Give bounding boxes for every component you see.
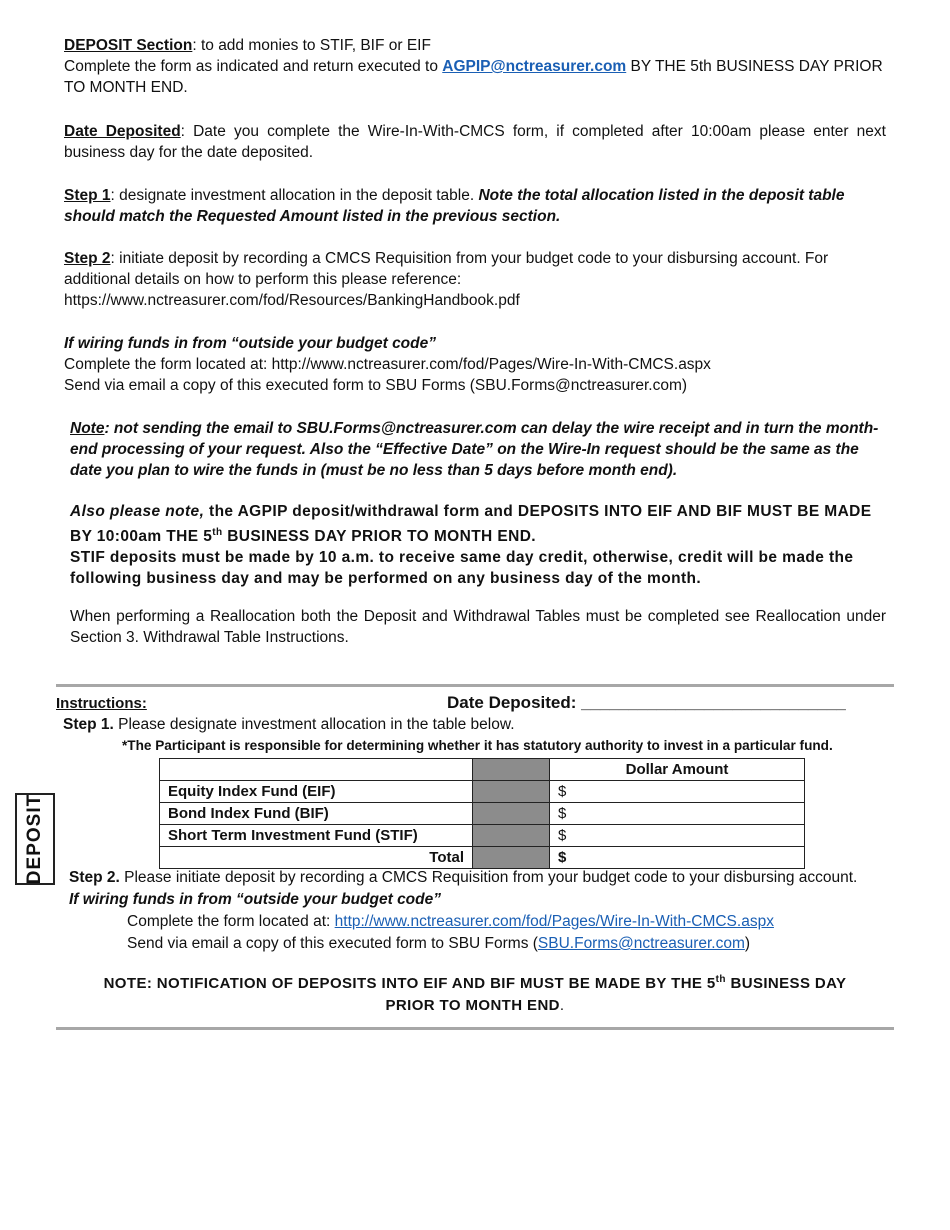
- reallocation-text: When performing a Reallocation both the Deposit and Withdrawal Tables must be completed see Reallocation under Section 3. Withdrawal Table Instructions.: [70, 608, 886, 646]
- email-line-prefix: Send via email a copy of this executed form to SBU Forms (: [127, 935, 538, 952]
- shaded-cell: [473, 847, 550, 869]
- form-outside-heading: If wiring funds in from “outside your budget code”: [69, 891, 441, 908]
- step2-text: : initiate deposit by recording a CMCS Requisition from your budget code to your disbursing account. For additional details on how to perform this please reference:: [64, 250, 829, 288]
- fund-name-eif: Equity Index Fund (EIF): [160, 781, 473, 803]
- note-paragraph: [70, 418, 886, 481]
- step1-text: : designate investment allocation in the deposit table.: [110, 187, 479, 204]
- deposit-side-tab-label: DEPOSIT: [24, 793, 45, 885]
- form-step1-text: Please designate investment allocation in the table below.: [113, 716, 515, 733]
- step1-label: Step 1: [64, 187, 111, 204]
- table-total-row: [160, 847, 805, 869]
- outside-form-line: Complete the form located at: http://www.nctreasurer.com/fod/Pages/Wire-In-With-CMCS.aspx: [64, 356, 711, 373]
- intro-block: [64, 35, 886, 98]
- amount-input-bif[interactable]: $: [550, 803, 805, 825]
- form-step1-label: Step 1.: [63, 716, 114, 733]
- also-note-lead: Also please note,: [70, 503, 205, 520]
- wire-in-form-link[interactable]: http://www.nctreasurer.com/fod/Pages/Wire-In-With-CMCS.aspx: [334, 913, 774, 930]
- step2-paragraph: [64, 248, 886, 311]
- table-row: [160, 781, 805, 803]
- return-instructions: [64, 56, 886, 98]
- participant-note: *The Participant is responsible for determining whether it has statutory authority to invest in a particular fund.: [122, 738, 833, 753]
- deposit-section-line: [64, 35, 886, 56]
- return-text-2: BY THE 5th BUSINESS DAY PRIOR TO MONTH END.: [64, 58, 883, 96]
- step2-label: Step 2: [64, 250, 111, 267]
- table-row: [160, 825, 805, 847]
- shaded-cell: [473, 781, 550, 803]
- also-note-text-2: BUSINESS DAY PRIOR TO MONTH END.: [222, 528, 536, 546]
- email-line-suffix: ): [744, 935, 751, 952]
- deposit-notice-sup: th: [715, 974, 726, 985]
- deposit-notice: [90, 969, 860, 1017]
- amount-input-stif[interactable]: $: [550, 825, 805, 847]
- step1-note: Note the total allocation listed in the deposit table should match the Requested Amount listed in the previous section.: [64, 187, 845, 225]
- stif-deposit-note: STIF deposits must be made by 10 a.m. to receive same day credit, otherwise, credit will be made the following business day and may be performed on any business day of the month.: [70, 549, 854, 588]
- instructions-label: Instructions:: [56, 695, 147, 712]
- sbu-forms-email-link[interactable]: SBU.Forms@nctreasurer.com: [537, 935, 745, 952]
- banking-handbook-url: https://www.nctreasurer.com/fod/Resources/BankingHandbook.pdf: [64, 292, 520, 309]
- deposit-notice-text-1: NOTE: NOTIFICATION OF DEPOSITS INTO EIF AND BIF MUST BE MADE BY THE 5: [103, 975, 716, 992]
- deposit-notice-period: .: [559, 997, 565, 1014]
- total-label: Total: [160, 847, 473, 869]
- date-deposited-paragraph: [64, 121, 886, 163]
- step1-paragraph: [64, 185, 886, 227]
- deposit-notice-text-2: BUSINESS DAY PRIOR TO MONTH END: [385, 975, 847, 1014]
- deposit-section-text: : to add monies to STIF, BIF or EIF: [192, 37, 431, 54]
- form-email-line: [127, 935, 750, 953]
- shaded-cell: [473, 825, 550, 847]
- header-shaded-cell: [473, 759, 550, 781]
- deposit-allocation-table: [159, 758, 805, 869]
- date-deposited-field[interactable]: Date Deposited: ____________________________: [447, 693, 846, 712]
- form-line-prefix: Complete the form located at:: [127, 913, 335, 930]
- also-note-text-1: the AGPIP deposit/withdrawal form and DEPOSITS INTO EIF AND BIF MUST BE MADE BY 10:00am THE 5: [70, 503, 872, 546]
- form-top-rule: [56, 684, 894, 687]
- table-row: [160, 803, 805, 825]
- total-amount-input[interactable]: $: [550, 847, 805, 869]
- also-note-paragraph: [70, 501, 886, 589]
- header-fund-cell: [160, 759, 473, 781]
- amount-input-eif[interactable]: $: [550, 781, 805, 803]
- outside-budget-heading: If wiring funds in from “outside your budget code”: [64, 335, 436, 352]
- form-wire-link-line: [127, 913, 774, 931]
- also-note-sup: th: [212, 527, 223, 538]
- date-deposited-text: : Date you complete the Wire-In-With-CMCS form, if completed after 10:00am please enter next business day for the date deposited.: [64, 123, 886, 161]
- form-step2-label: Step 2.: [69, 869, 120, 886]
- form-bottom-rule: [56, 1027, 894, 1030]
- return-text-1: Complete the form as indicated and return executed to: [64, 58, 443, 75]
- outside-budget-paragraph: [64, 333, 886, 396]
- note-text: : not sending the email to SBU.Forms@nctreasurer.com can delay the wire receipt and in turn the month-end processing of your request. Also the “Effective Date” on the Wire-In request should be the same as the date you plan to wire the funds in (must be no less than 5 days before month end).: [70, 420, 879, 479]
- deposit-section-label: DEPOSIT Section: [64, 37, 193, 54]
- date-deposited-label: Date Deposited: [64, 123, 181, 140]
- agpip-email-link[interactable]: AGPIP@nctreasurer.com: [442, 58, 627, 75]
- dollar-amount-header: Dollar Amount: [550, 759, 805, 781]
- note-label: Note: [70, 420, 105, 437]
- table-header-row: [160, 759, 805, 781]
- outside-email-line: Send via email a copy of this executed form to SBU Forms (SBU.Forms@nctreasurer.com): [64, 377, 688, 394]
- reallocation-paragraph: [70, 606, 886, 648]
- shaded-cell: [473, 803, 550, 825]
- fund-name-bif: Bond Index Fund (BIF): [160, 803, 473, 825]
- form-step2-text: Please initiate deposit by recording a CMCS Requisition from your budget code to your disbursing account.: [119, 869, 858, 886]
- fund-name-stif: Short Term Investment Fund (STIF): [160, 825, 473, 847]
- form-step2-line: [69, 869, 857, 887]
- form-step1-line: [63, 716, 515, 734]
- deposit-side-tab: [15, 793, 55, 885]
